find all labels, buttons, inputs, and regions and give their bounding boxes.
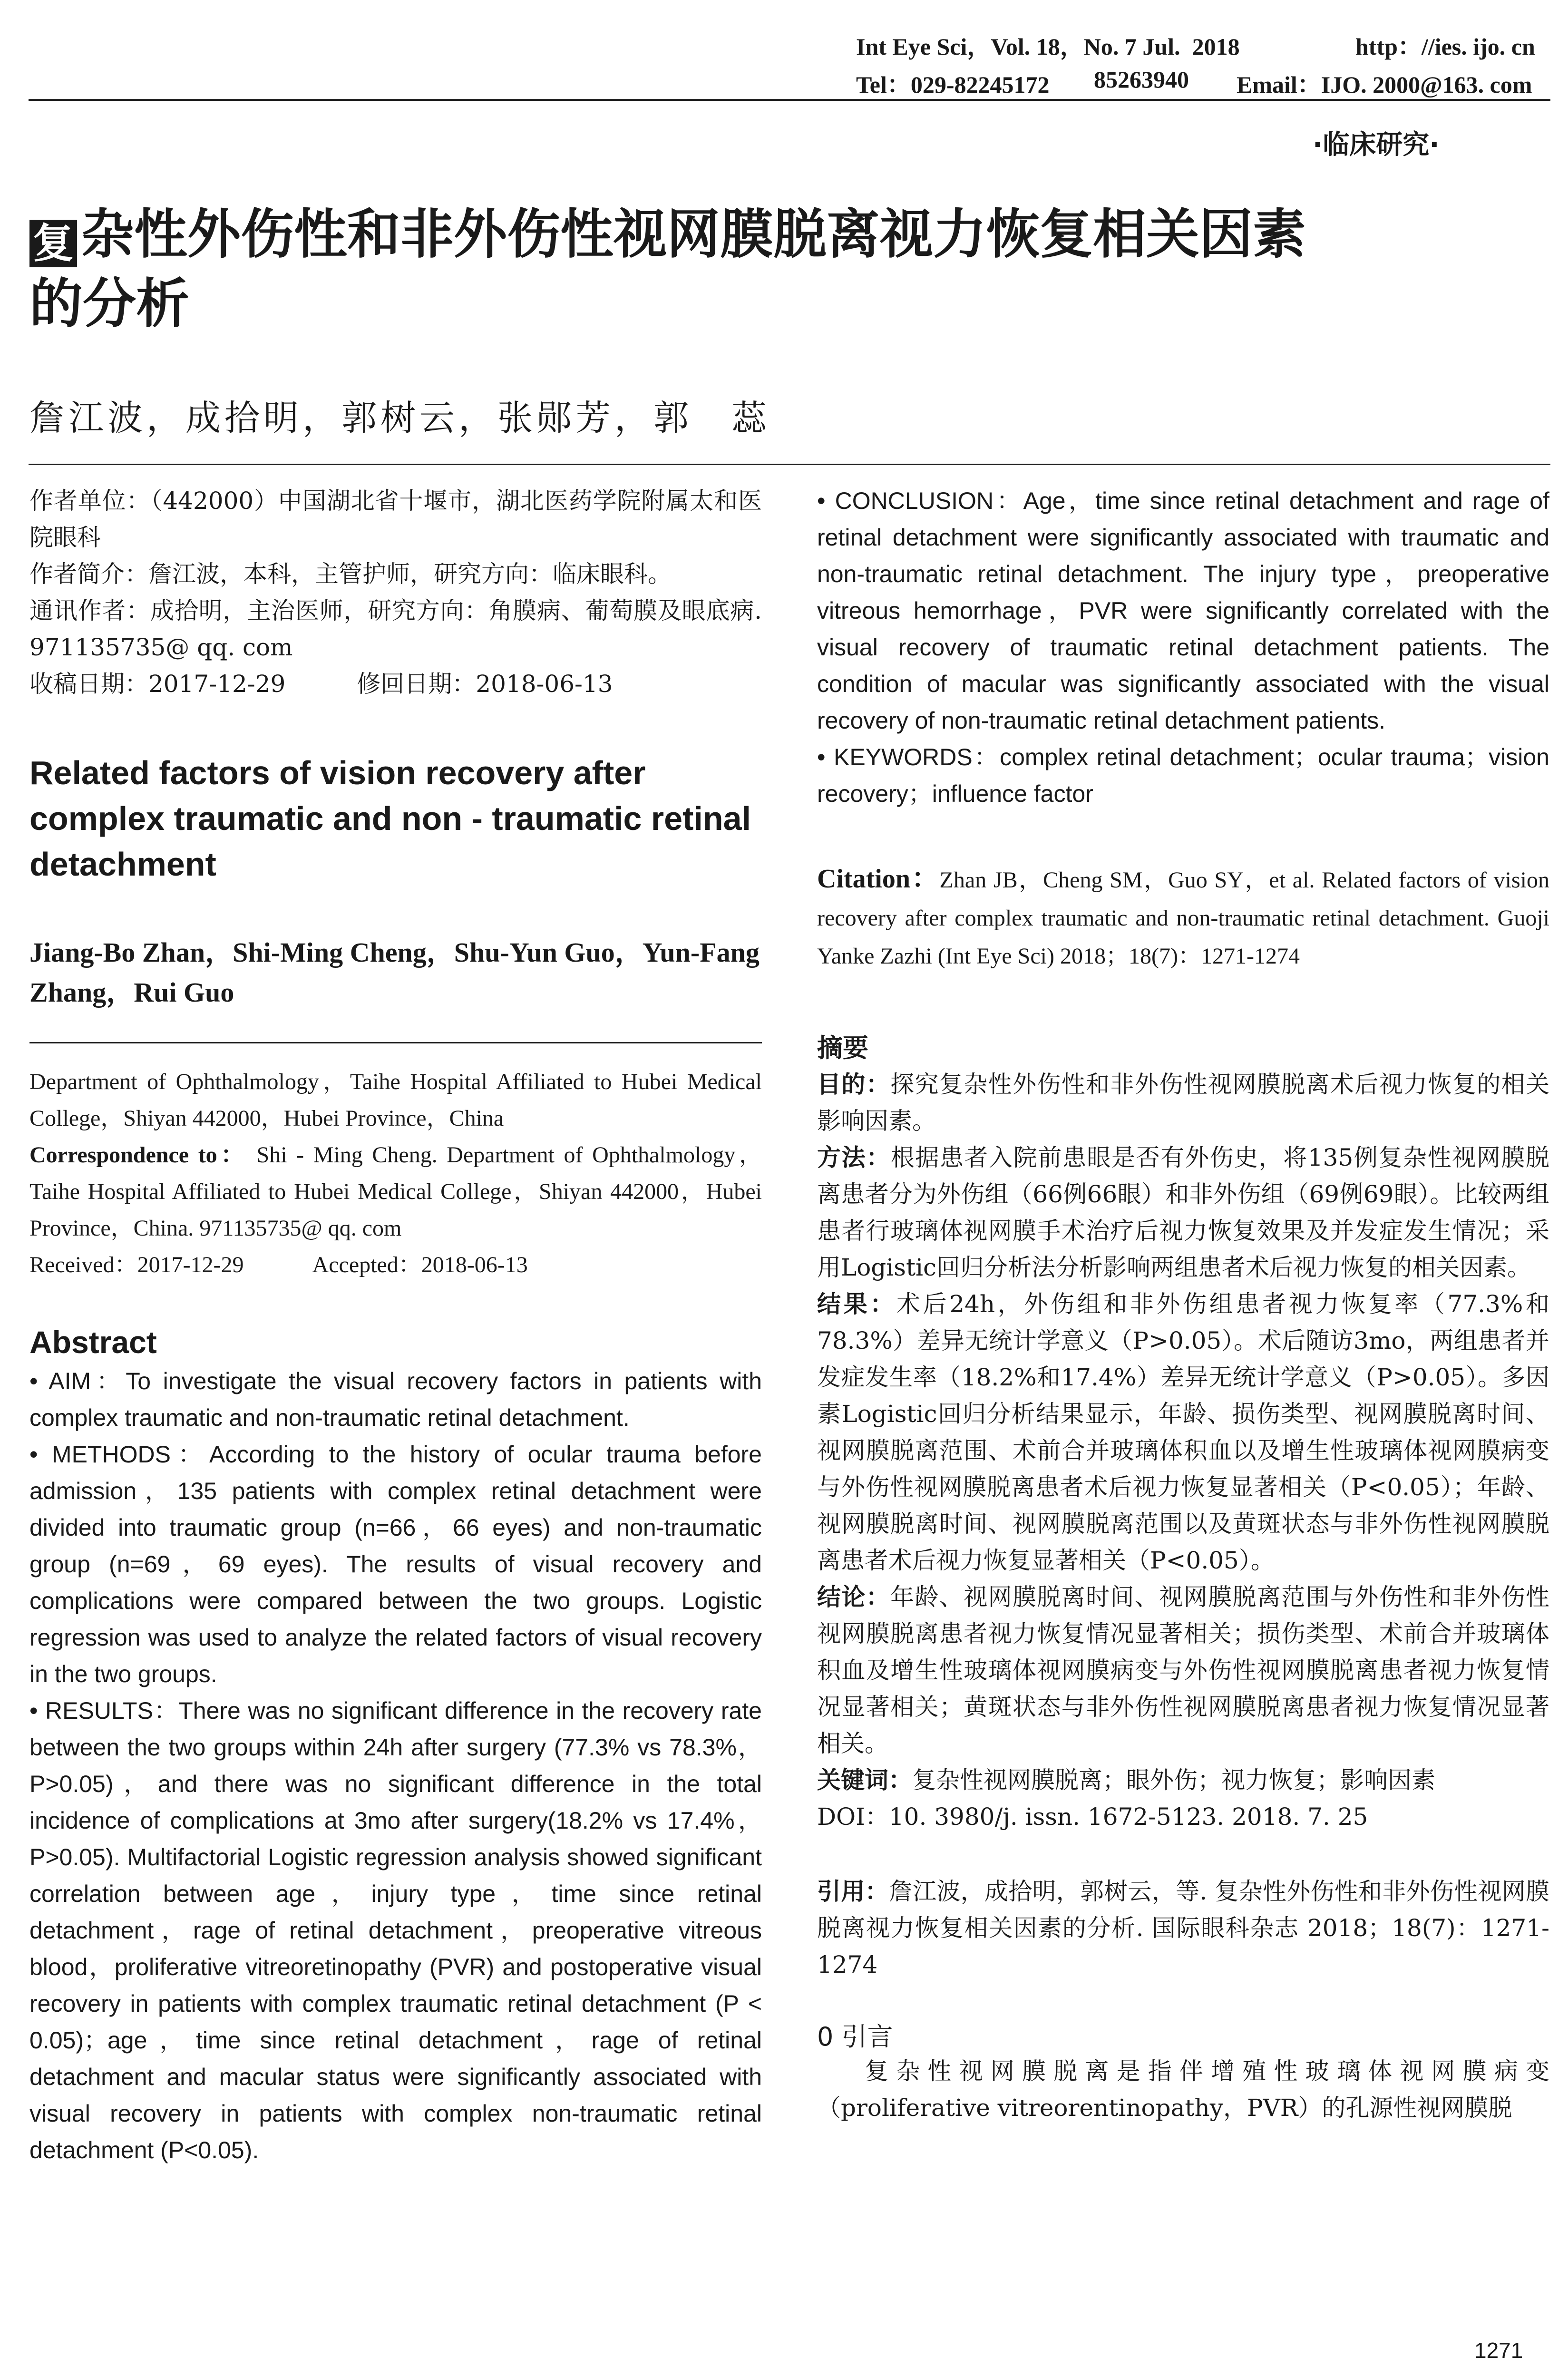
right-column — [817, 483, 1549, 2126]
abstract-conclusion — [817, 483, 1549, 739]
affil-rule — [29, 1042, 762, 1043]
abstract-cn-aim — [817, 1066, 1549, 1140]
abstract-heading: Abstract — [29, 1325, 157, 1360]
methods-cn-text: 根据患者入院前患眼是否有外伤史，将135例复杂性视网膜脱离患者分为外伤组（66例66眼）和非外伤组（69例69眼）。比较两组患者行玻璃体视网膜手术治疗后视力恢复效果及并发症发生情况；采用Logistic回归分析法分析影响两组患者术后视力恢复的相关因素。 — [817, 1144, 1550, 1281]
journal-email[interactable]: Email：IJO. 2000@163. com — [1237, 71, 1532, 98]
correspondence-text: Shi - Ming Cheng. Department of Ophthalmology，Taihe Hospital Affiliated to Hubei Medical College，Shiyan 442000，Hubei Province，China. 971135735@ qq. com — [29, 1142, 762, 1241]
journal-info: Int Eye Sci，Vol. 18，No. 7 Jul. 2018 — [856, 33, 1240, 60]
doi[interactable]: DOI：10. 3980/j. issn. 1672-5123. 2018. 7. 25 — [817, 1803, 1368, 1831]
authors-en: Jiang-Bo Zhan，Shi-Ming Cheng，Shu-Yun Guo，Yun-Fang Zhang，Rui Guo — [29, 937, 760, 1008]
author-bio-cn: 作者简介：詹江波，本科，主管护师，研究方向：临床眼科。 — [29, 560, 672, 588]
journal-tel: Tel：029-82245172 — [856, 71, 1050, 98]
methods-label: • METHODS： — [29, 1441, 209, 1468]
abstract-cn-keywords — [817, 1762, 1549, 1799]
keywords-cn-label: 关键词： — [817, 1766, 912, 1794]
section-tag: ·临床研究· — [1313, 129, 1440, 160]
intro-heading: 0 引言 — [817, 2022, 893, 2052]
abstract-cn-heading: 摘要 — [817, 1033, 868, 1063]
corresponding-author-cn: 通讯作者：成拾明，主治医师，研究方向：角膜病、葡萄膜及眼底病. 971135735@ qq. com — [29, 597, 762, 661]
results-text: There was no significant difference in the recovery rate between the two groups within 24h after surgery (77.3% vs 78.3%，P>0.05)，and there was no significant difference in the total incidence of complications at 3mo after surgery(18.2% vs 17.4%，P>0.05). Multifactorial Logistic regression analysis showed significant correlation between age，injury type，time since retinal detachment，rage of retinal detachment，preoperative vitreous blood，proliferative vitreoretinopathy (PVR) and postoperative visual recovery in patients with complex traumatic retinal detachment (P < 0.05)；age，time since retinal detachment，rage of retinal detachment and macular status were significantly associated with visual recovery in patients with complex non-traumatic retinal detachment (P<0.05). — [29, 1697, 762, 2163]
abstract-cn-conclusion — [817, 1579, 1549, 1762]
abstract-aim — [29, 1363, 762, 1436]
citation-en — [817, 860, 1549, 975]
journal-tel2: 85263940 — [1094, 66, 1189, 93]
aim-cn-text: 探究复杂性外伤性和非外伤性视网膜脱离术后视力恢复的相关影响因素。 — [817, 1071, 1550, 1135]
citation-cn-text: 詹江波，成拾明，郭树云，等. 复杂性外伤性和非外伤性视网膜脱离视力恢复相关因素的分析. 国际眼科杂志 2018；18(7)：1271-1274 — [817, 1878, 1549, 1978]
left-column — [29, 483, 762, 2169]
keywords-label: • KEYWORDS： — [817, 744, 1000, 770]
conclusion-text: Age，time since retinal detachment and rage of retinal detachment were significantly associated with traumatic and non-traumatic retinal detachment. The injury type，preoperative vitreous hemorrhage，PVR were significantly correlated with the visual recovery of traumatic retinal detachment patients. The condition of macular was significantly associated with the visual recovery of non-traumatic retinal detachment patients. — [817, 487, 1549, 734]
results-cn-label: 结果： — [817, 1290, 896, 1318]
authors-cn: 詹江波，成拾明，郭树云，张郧芳，郭 蕊 — [29, 398, 770, 438]
dates-cn: 收稿日期：2017-12-29 修回日期：2018-06-13 — [29, 670, 613, 698]
intro-text: 复杂性视网膜脱离是指伴增殖性玻璃体视网膜病变（proliferative vitreorentinopathy，PVR）的孔源性视网膜脱 — [817, 2057, 1549, 2122]
aim-label: • AIM： — [29, 1368, 126, 1394]
results-label: • RESULTS： — [29, 1697, 179, 1724]
affiliation-dept: Department of Ophthalmology，Taihe Hospital Affiliated to Hubei Medical College，Shiyan 442000，Hubei Province，China — [29, 1069, 762, 1131]
conclusion-cn-label: 结论： — [817, 1583, 891, 1611]
journal-url[interactable]: http：//ies. ijo. cn — [1355, 33, 1535, 60]
citation-cn-label: 引用： — [817, 1878, 889, 1905]
correspondence — [29, 1137, 762, 1247]
citation-cn — [817, 1873, 1549, 1983]
citation-en-label: Citation： — [817, 864, 940, 894]
conclusion-cn-text: 年龄、视网膜脱离时间、视网膜脱离范围与外伤性和非外伤性视网膜脱离患者视力恢复情况显著相关；损伤类型、术前合并玻璃体积血及增生性玻璃体视网膜病变与外伤性视网膜脱离患者视力恢复情况显著相关；黄斑状态与非外伤性视网膜脱离患者视力恢复情况显著相关。 — [817, 1583, 1550, 1757]
author-info-cn — [29, 483, 762, 702]
author-affiliation-cn: 作者单位：（442000）中国湖北省十堰市，湖北医药学院附属太和医院眼科 — [29, 487, 762, 551]
title-cn — [29, 200, 1561, 339]
affiliation-en — [29, 1063, 762, 1283]
abstract-cn-results — [817, 1286, 1549, 1579]
abstract-results — [29, 1693, 762, 2169]
methods-cn-label: 方法： — [817, 1144, 891, 1171]
title-line1: 杂性外伤性和非外伤性视网膜脱离视力恢复相关因素 — [81, 204, 1306, 265]
title-line2: 的分析 — [29, 273, 189, 335]
title-en: Related factors of vision recovery after complex traumatic and non - traumatic retinal detachment — [29, 754, 751, 883]
abstract-cn-methods — [817, 1140, 1549, 1286]
correspondence-label: Correspondence to： — [29, 1142, 247, 1168]
abstract-keywords — [817, 739, 1549, 812]
conclusion-label: • CONCLUSION： — [817, 487, 1023, 514]
abstract-en-body — [29, 1363, 762, 2169]
header-rule — [29, 99, 1550, 101]
keywords-cn-text: 复杂性视网膜脱离；眼外伤；视力恢复；影响因素 — [912, 1766, 1435, 1794]
results-cn-text: 术后24h，外伤组和非外伤组患者视力恢复率（77.3%和78.3%）差异无统计学意义（P>0.05）。术后随访3mo，两组患者并发症发生率（18.2%和17.4%）差异无统计学意义（P>0.05）。多因素Logistic回归分析结果显示，年龄、损伤类型、视网膜脱离时间、视网膜脱离范围、术前合并玻璃体积血以及增生性玻璃体视网膜病变与外伤性视网膜脱离患者术后视力恢复显著相关（P<0.05）；年龄、视网膜脱离时间、视网膜脱离范围以及黄斑状态与非外伤性视网膜脱离患者术后视力恢复显著相关（P<0.05）。 — [817, 1290, 1549, 1574]
abstract-methods — [29, 1436, 762, 1693]
page-number: 1271 — [1474, 2338, 1523, 2363]
aim-text: To investigate the visual recovery factors in patients with complex traumatic and non-traumatic retinal detachment. — [29, 1368, 762, 1431]
keywords-text: complex retinal detachment；ocular trauma；vision recovery；influence factor — [817, 744, 1549, 807]
authors-rule — [29, 464, 1550, 465]
citation-en-text: Zhan JB，Cheng SM，Guo SY，et al. Related factors of vision recovery after complex traumatic and non-traumatic retinal detachment. Guoji Yanke Zazhi (Int Eye Sci) 2018；18(7)：1271-1274 — [817, 867, 1550, 969]
title-first-char: 复 — [29, 220, 77, 267]
abstract-cn-body — [817, 1066, 1549, 1835]
received-accepted: Received：2017-12-29 Accepted：2018-06-13 — [29, 1252, 528, 1277]
methods-text: According to the history of ocular trauma before admission，135 patients with complex retinal detachment were divided into traumatic group (n=66，66 eyes) and non-traumatic group (n=69，69 eyes). The results of visual recovery and complications were compared between the two groups. Logistic regression was used to analyze the related factors of visual recovery in the two groups. — [29, 1441, 762, 1687]
aim-cn-label: 目的： — [817, 1071, 891, 1098]
